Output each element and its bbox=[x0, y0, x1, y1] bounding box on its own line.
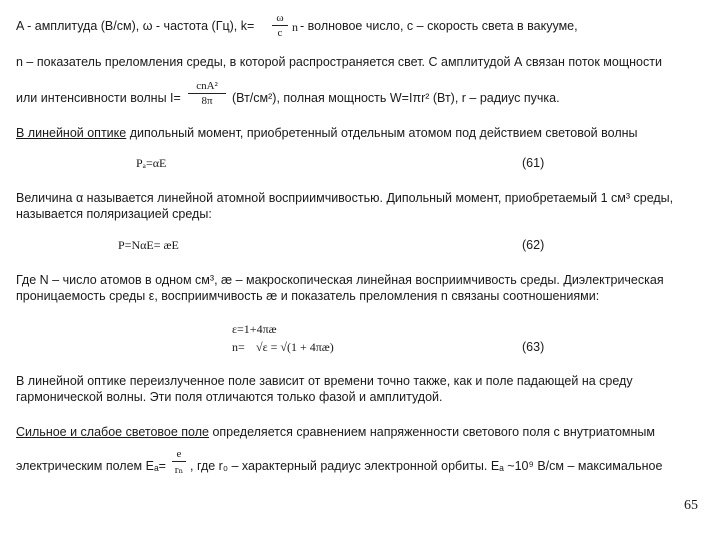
fraction-k-denominator: c bbox=[277, 27, 283, 39]
fraction-k-n: n bbox=[292, 20, 298, 34]
line-6: называется поляризацией среды: bbox=[16, 207, 212, 221]
equation-63-number: (63) bbox=[522, 340, 545, 354]
line-4 bbox=[16, 125, 638, 141]
line-9: В линейной оптике переизлученное поле зависит от времени точно также, как и поле падающей на среду bbox=[16, 374, 633, 388]
equation-61-number: (61) bbox=[522, 156, 545, 170]
underlined-strong-weak-field: Сильное и слабое световое поле bbox=[16, 425, 209, 439]
underlined-linear-optics: В линейной оптике bbox=[16, 126, 127, 140]
equation-63-n-value: √ε = √(1 + 4πæ) bbox=[256, 340, 334, 354]
text-field-comparison: определяется сравнением напряженности светового поля с внутриатомным bbox=[208, 425, 656, 439]
line-5: Величина α называется линейной атомной восприимчивостью. Дипольный момент, приобретаемый 1 см³ среды, bbox=[16, 191, 674, 205]
fraction-intensity-denominator: 8π bbox=[201, 95, 213, 107]
page-number: 65 bbox=[684, 498, 698, 513]
line-8: проницаемость среды ε, восприимчивость æ и показатель преломления n связаны соотношениями: bbox=[16, 289, 600, 303]
equation-63-n-label: n= bbox=[232, 340, 245, 354]
fraction-atomic-field-denominator: rₙ bbox=[174, 464, 184, 476]
fraction-k-numerator: ω bbox=[276, 12, 284, 24]
text-intensity: или интенсивности волны I= bbox=[16, 91, 181, 105]
line-7: Где N – число атомов в одном см³, æ – макроскопическая линейная восприимчивость среды. Диэлектрическая bbox=[16, 273, 664, 287]
text-orbit-radius: , где r₀ – характерный радиус электронной орбиты. Eₐ ~10⁹ В/см – максимальное bbox=[190, 459, 663, 473]
line-10: гармонической волны. Эти поля отличаются только фазой и амплитудой. bbox=[16, 390, 443, 404]
text-dipole: дипольный момент, приобретенный отдельным атомом под действием световой волны bbox=[126, 126, 638, 140]
equation-62-number: (62) bbox=[522, 238, 545, 252]
fraction-atomic-field bbox=[172, 448, 186, 476]
fraction-intensity bbox=[188, 80, 226, 107]
fraction-atomic-field-numerator: e bbox=[176, 448, 182, 460]
text-amplitude: A - амплитуда (В/см), ω - частота (Гц), k= bbox=[16, 19, 255, 33]
line-11 bbox=[16, 424, 655, 440]
equation-62: P=NαE= æE bbox=[118, 238, 179, 252]
text-atomic-field: электрическим полем Eₐ= bbox=[16, 459, 166, 473]
equation-63-epsilon: ε=1+4πæ bbox=[232, 322, 277, 336]
text-power: (Вт/см²), полная мощность W=Iπr² (Вт), r – радиус пучка. bbox=[232, 91, 560, 105]
fraction-intensity-numerator: cnA² bbox=[196, 80, 218, 92]
text-wave-number: - волновое число, c – скорость света в вакууме, bbox=[300, 19, 578, 33]
line-2: n – показатель преломления среды, в которой распространяется свет. С амплитудой А связан поток мощности bbox=[16, 55, 662, 69]
line-1 bbox=[16, 18, 254, 34]
equation-61: Pₐ=αE bbox=[136, 156, 167, 170]
fraction-k bbox=[272, 12, 288, 39]
